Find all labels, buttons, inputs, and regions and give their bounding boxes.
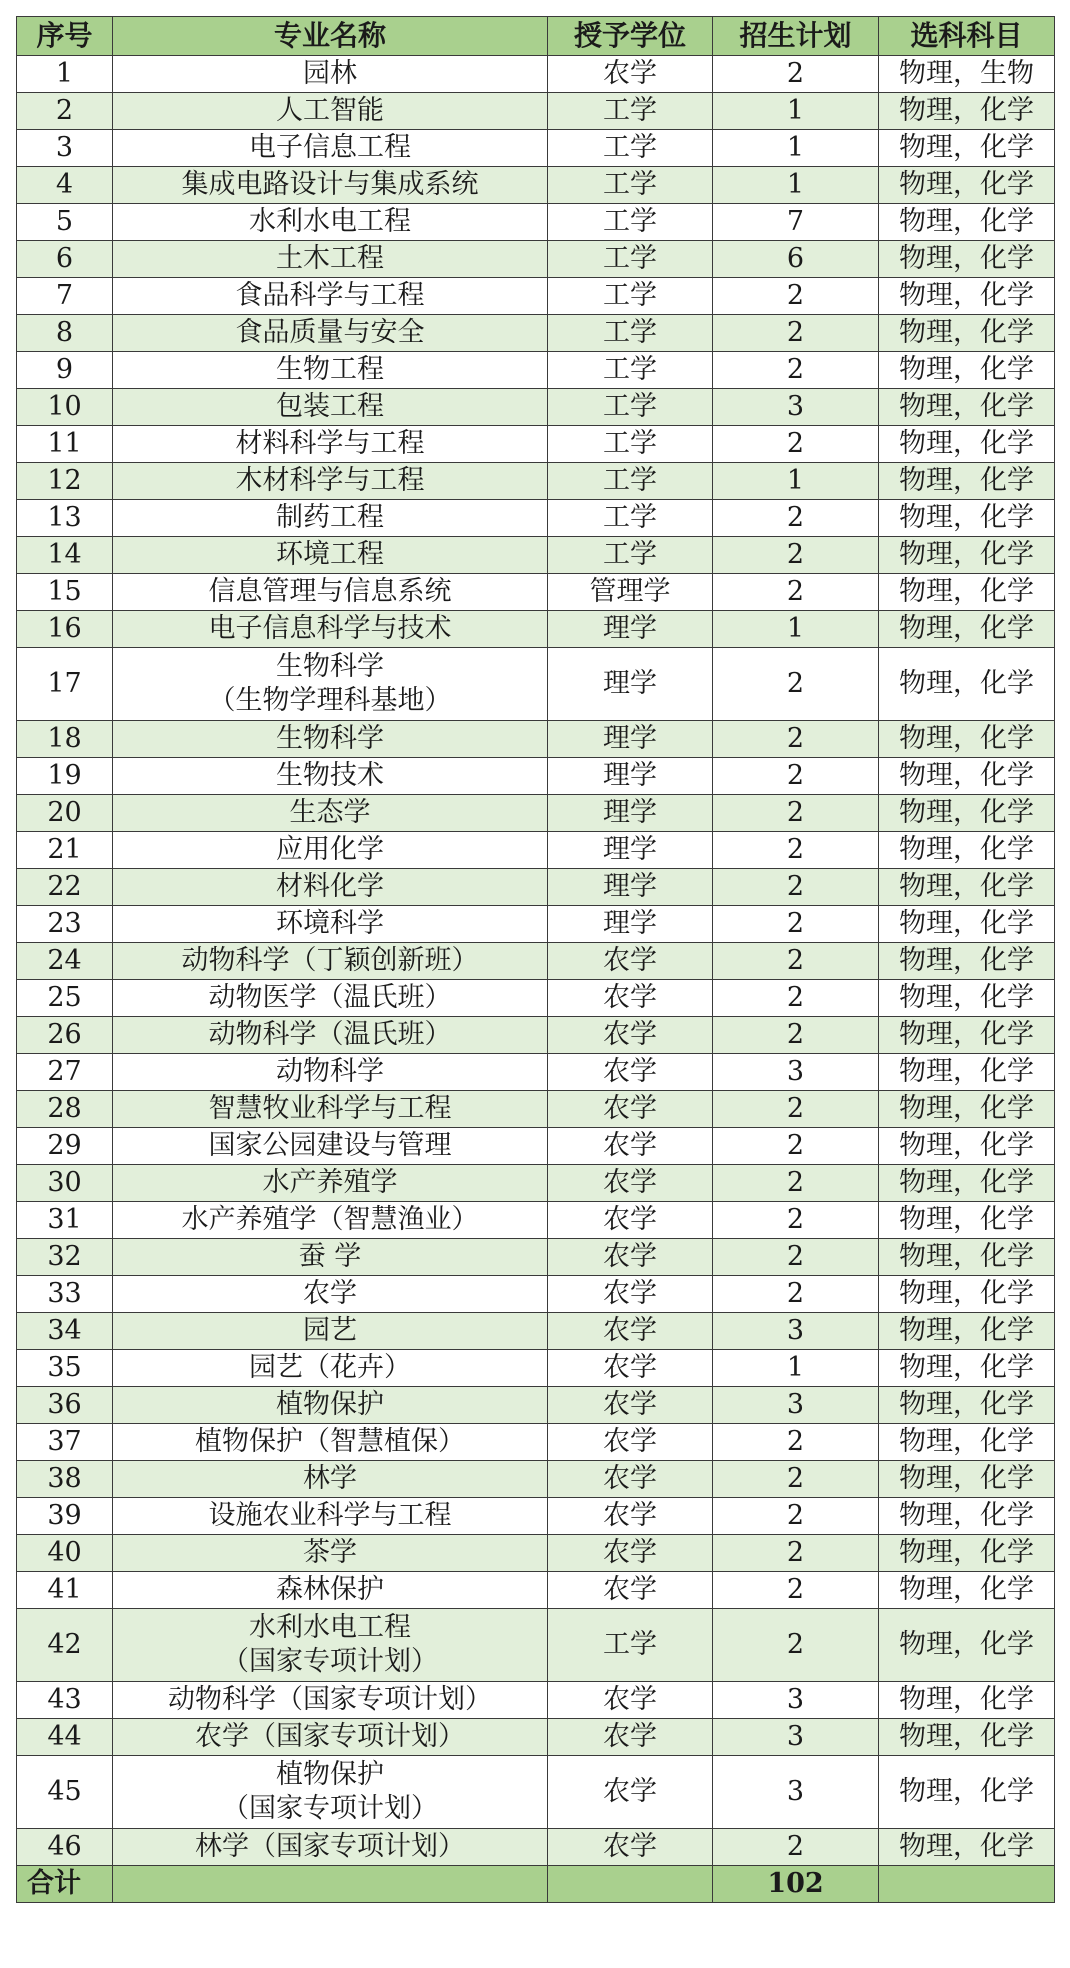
major-name: 茶学 [113, 1535, 548, 1572]
elective-subjects: 物理，化学 [879, 648, 1055, 721]
enrollment-plan: 2 [713, 721, 879, 758]
table-row [17, 500, 1055, 537]
enrollment-plan: 2 [713, 906, 879, 943]
degree: 工学 [548, 315, 713, 352]
row-index: 20 [17, 795, 113, 832]
degree: 工学 [548, 537, 713, 574]
major-name: 植物保护（智慧植保） [113, 1424, 548, 1461]
elective-subjects: 物理，化学 [879, 1313, 1055, 1350]
major-name: 园林 [113, 56, 548, 93]
elective-subjects: 物理，化学 [879, 980, 1055, 1017]
row-index: 40 [17, 1535, 113, 1572]
enrollment-plan: 2 [713, 537, 879, 574]
total-empty-cell [113, 1866, 548, 1903]
degree: 工学 [548, 241, 713, 278]
enrollment-plan: 2 [713, 943, 879, 980]
degree: 农学 [548, 1239, 713, 1276]
row-index: 19 [17, 758, 113, 795]
elective-subjects: 物理，化学 [879, 1498, 1055, 1535]
enrollment-plan: 2 [713, 1609, 879, 1682]
degree: 农学 [548, 980, 713, 1017]
table-row [17, 795, 1055, 832]
enrollment-plan: 1 [713, 1350, 879, 1387]
row-index: 27 [17, 1054, 113, 1091]
row-index: 13 [17, 500, 113, 537]
degree: 农学 [548, 1424, 713, 1461]
enrollment-plan: 2 [713, 758, 879, 795]
total-empty-cell [879, 1866, 1055, 1903]
row-index: 25 [17, 980, 113, 1017]
row-index: 6 [17, 241, 113, 278]
elective-subjects: 物理，化学 [879, 352, 1055, 389]
enrollment-plan: 3 [713, 1682, 879, 1719]
major-name-line2: （生物学理科基地） [208, 685, 452, 716]
major-name-line1: 生物科学 [276, 651, 384, 682]
enrollment-plan: 1 [713, 463, 879, 500]
major-name: 水产养殖学 [113, 1165, 548, 1202]
enrollment-plan: 2 [713, 648, 879, 721]
enrollment-plan: 2 [713, 1498, 879, 1535]
enrollment-plan: 2 [713, 832, 879, 869]
degree: 工学 [548, 1609, 713, 1682]
degree: 农学 [548, 1091, 713, 1128]
table-row [17, 648, 1055, 721]
major-name: 农学（国家专项计划） [113, 1719, 548, 1756]
elective-subjects: 物理，化学 [879, 426, 1055, 463]
row-index: 45 [17, 1756, 113, 1829]
elective-subjects: 物理，化学 [879, 1276, 1055, 1313]
major-name: 森林保护 [113, 1572, 548, 1609]
row-index: 39 [17, 1498, 113, 1535]
degree: 农学 [548, 1276, 713, 1313]
header-index: 序号 [17, 17, 113, 56]
elective-subjects: 物理，生物 [879, 56, 1055, 93]
major-name-line1: 水利水电工程 [249, 1612, 411, 1643]
major-name: 动物科学（丁颖创新班） [113, 943, 548, 980]
degree: 农学 [548, 1202, 713, 1239]
table-row [17, 906, 1055, 943]
major-name: 人工智能 [113, 93, 548, 130]
table-row [17, 167, 1055, 204]
table-row [17, 1609, 1055, 1682]
table-row [17, 1535, 1055, 1572]
degree: 工学 [548, 463, 713, 500]
table-row [17, 1719, 1055, 1756]
major-name: 国家公园建设与管理 [113, 1128, 548, 1165]
degree: 理学 [548, 648, 713, 721]
row-index: 33 [17, 1276, 113, 1313]
enrollment-plan: 2 [713, 574, 879, 611]
table-row [17, 1165, 1055, 1202]
elective-subjects: 物理，化学 [879, 537, 1055, 574]
table-row [17, 1498, 1055, 1535]
elective-subjects: 物理，化学 [879, 943, 1055, 980]
major-name: 土木工程 [113, 241, 548, 278]
table-row [17, 241, 1055, 278]
elective-subjects: 物理，化学 [879, 1350, 1055, 1387]
elective-subjects: 物理，化学 [879, 1128, 1055, 1165]
header-major-name: 专业名称 [113, 17, 548, 56]
enrollment-plan: 2 [713, 1239, 879, 1276]
elective-subjects: 物理，化学 [879, 1535, 1055, 1572]
major-name-line1: 植物保护 [276, 1759, 384, 1790]
table-row [17, 426, 1055, 463]
major-name: 材料科学与工程 [113, 426, 548, 463]
elective-subjects: 物理，化学 [879, 1054, 1055, 1091]
enrollment-plan: 3 [713, 1387, 879, 1424]
degree: 理学 [548, 611, 713, 648]
elective-subjects: 物理，化学 [879, 130, 1055, 167]
elective-subjects: 物理，化学 [879, 832, 1055, 869]
degree: 农学 [548, 1756, 713, 1829]
table-row [17, 537, 1055, 574]
table-row [17, 1313, 1055, 1350]
elective-subjects: 物理，化学 [879, 758, 1055, 795]
degree: 农学 [548, 1682, 713, 1719]
table-row [17, 574, 1055, 611]
table-row [17, 1572, 1055, 1609]
row-index: 36 [17, 1387, 113, 1424]
table-row [17, 832, 1055, 869]
table-row [17, 1202, 1055, 1239]
major-name: 信息管理与信息系统 [113, 574, 548, 611]
table-row [17, 278, 1055, 315]
elective-subjects: 物理，化学 [879, 463, 1055, 500]
degree: 农学 [548, 1165, 713, 1202]
table-row [17, 204, 1055, 241]
row-index: 34 [17, 1313, 113, 1350]
enrollment-plan: 3 [713, 389, 879, 426]
table-body [17, 56, 1055, 1866]
table-row [17, 721, 1055, 758]
major-name: 设施农业科学与工程 [113, 1498, 548, 1535]
enrollment-plan: 2 [713, 278, 879, 315]
degree: 农学 [548, 1829, 713, 1866]
elective-subjects: 物理，化学 [879, 241, 1055, 278]
degree: 工学 [548, 352, 713, 389]
enrollment-plan: 2 [713, 1461, 879, 1498]
major-name: 智慧牧业科学与工程 [113, 1091, 548, 1128]
degree: 农学 [548, 943, 713, 980]
major-name: 木材科学与工程 [113, 463, 548, 500]
elective-subjects: 物理，化学 [879, 1719, 1055, 1756]
row-index: 22 [17, 869, 113, 906]
enrollment-plan: 2 [713, 1091, 879, 1128]
enrollment-plan: 2 [713, 1165, 879, 1202]
major-name: 食品科学与工程 [113, 278, 548, 315]
major-name: 环境科学 [113, 906, 548, 943]
row-index: 17 [17, 648, 113, 721]
degree: 理学 [548, 758, 713, 795]
enrollment-plan: 1 [713, 611, 879, 648]
major-name: 包装工程 [113, 389, 548, 426]
degree: 工学 [548, 278, 713, 315]
elective-subjects: 物理，化学 [879, 278, 1055, 315]
enrollment-plan: 2 [713, 1276, 879, 1313]
table-header-row [17, 17, 1055, 56]
total-label: 合计 [17, 1866, 113, 1903]
enrollment-plan: 2 [713, 980, 879, 1017]
table-row [17, 980, 1055, 1017]
row-index: 31 [17, 1202, 113, 1239]
row-index: 28 [17, 1091, 113, 1128]
elective-subjects: 物理，化学 [879, 1017, 1055, 1054]
elective-subjects: 物理，化学 [879, 389, 1055, 426]
major-name: 动物医学（温氏班） [113, 980, 548, 1017]
enrollment-plan: 1 [713, 93, 879, 130]
elective-subjects: 物理，化学 [879, 1424, 1055, 1461]
major-name: 动物科学（温氏班） [113, 1017, 548, 1054]
major-name: 林学 [113, 1461, 548, 1498]
table-row [17, 1276, 1055, 1313]
degree: 农学 [548, 1498, 713, 1535]
row-index: 30 [17, 1165, 113, 1202]
enrollment-plan: 2 [713, 1128, 879, 1165]
degree: 理学 [548, 832, 713, 869]
header-subjects: 选科科目 [879, 17, 1055, 56]
table-row [17, 869, 1055, 906]
major-name [113, 648, 548, 721]
row-index: 14 [17, 537, 113, 574]
degree: 理学 [548, 906, 713, 943]
major-name: 动物科学 [113, 1054, 548, 1091]
degree: 理学 [548, 721, 713, 758]
elective-subjects: 物理，化学 [879, 795, 1055, 832]
elective-subjects: 物理，化学 [879, 167, 1055, 204]
table-row [17, 758, 1055, 795]
enrollment-plan: 2 [713, 795, 879, 832]
total-row [17, 1866, 1055, 1903]
elective-subjects: 物理，化学 [879, 869, 1055, 906]
major-name: 园艺（花卉） [113, 1350, 548, 1387]
table-row [17, 1682, 1055, 1719]
row-index: 23 [17, 906, 113, 943]
row-index: 10 [17, 389, 113, 426]
degree: 农学 [548, 1313, 713, 1350]
table-row [17, 56, 1055, 93]
major-name: 应用化学 [113, 832, 548, 869]
row-index: 41 [17, 1572, 113, 1609]
major-name: 环境工程 [113, 537, 548, 574]
enrollment-plan: 2 [713, 869, 879, 906]
table-row [17, 463, 1055, 500]
enrollment-plan: 2 [713, 1202, 879, 1239]
row-index: 11 [17, 426, 113, 463]
row-index: 9 [17, 352, 113, 389]
table-row [17, 1350, 1055, 1387]
enrollment-plan: 1 [713, 130, 879, 167]
table-row [17, 315, 1055, 352]
degree: 理学 [548, 869, 713, 906]
table-row [17, 1239, 1055, 1276]
row-index: 29 [17, 1128, 113, 1165]
major-name: 水利水电工程 [113, 204, 548, 241]
enrollment-plan: 2 [713, 56, 879, 93]
elective-subjects: 物理，化学 [879, 1091, 1055, 1128]
degree: 农学 [548, 1128, 713, 1165]
table-row [17, 611, 1055, 648]
table-row [17, 1461, 1055, 1498]
table-row [17, 1756, 1055, 1829]
enrollment-plan: 2 [713, 426, 879, 463]
table-row [17, 1017, 1055, 1054]
major-name: 蚕 学 [113, 1239, 548, 1276]
elective-subjects: 物理，化学 [879, 1572, 1055, 1609]
enrollment-plan: 6 [713, 241, 879, 278]
table-row [17, 93, 1055, 130]
major-name: 生物科学 [113, 721, 548, 758]
enrollment-plan: 2 [713, 1829, 879, 1866]
row-index: 18 [17, 721, 113, 758]
degree: 农学 [548, 1387, 713, 1424]
header-degree: 授予学位 [548, 17, 713, 56]
degree: 农学 [548, 1572, 713, 1609]
degree: 工学 [548, 130, 713, 167]
elective-subjects: 物理，化学 [879, 1609, 1055, 1682]
elective-subjects: 物理，化学 [879, 1239, 1055, 1276]
row-index: 46 [17, 1829, 113, 1866]
table-row [17, 1387, 1055, 1424]
major-name: 电子信息科学与技术 [113, 611, 548, 648]
row-index: 8 [17, 315, 113, 352]
table-row [17, 1128, 1055, 1165]
enrollment-plan: 2 [713, 315, 879, 352]
major-name-line2: （国家专项计划） [222, 1793, 438, 1824]
enrollment-table-container [16, 16, 1055, 1903]
degree: 工学 [548, 389, 713, 426]
major-name: 食品质量与安全 [113, 315, 548, 352]
row-index: 32 [17, 1239, 113, 1276]
table-row [17, 352, 1055, 389]
major-name [113, 1756, 548, 1829]
degree: 工学 [548, 426, 713, 463]
elective-subjects: 物理，化学 [879, 574, 1055, 611]
degree: 农学 [548, 1350, 713, 1387]
enrollment-plan: 2 [713, 1017, 879, 1054]
degree: 农学 [548, 1719, 713, 1756]
major-name: 植物保护 [113, 1387, 548, 1424]
row-index: 5 [17, 204, 113, 241]
enrollment-plan: 2 [713, 500, 879, 537]
enrollment-plan: 7 [713, 204, 879, 241]
total-plan: 102 [713, 1866, 879, 1903]
row-index: 7 [17, 278, 113, 315]
row-index: 43 [17, 1682, 113, 1719]
major-name: 电子信息工程 [113, 130, 548, 167]
enrollment-plan: 2 [713, 1572, 879, 1609]
degree: 农学 [548, 56, 713, 93]
elective-subjects: 物理，化学 [879, 1202, 1055, 1239]
total-empty-cell [548, 1866, 713, 1903]
table-row [17, 389, 1055, 426]
enrollment-table [16, 16, 1055, 1903]
major-name: 集成电路设计与集成系统 [113, 167, 548, 204]
table-row [17, 1829, 1055, 1866]
row-index: 44 [17, 1719, 113, 1756]
row-index: 38 [17, 1461, 113, 1498]
major-name: 生态学 [113, 795, 548, 832]
table-row [17, 1091, 1055, 1128]
row-index: 26 [17, 1017, 113, 1054]
major-name: 林学（国家专项计划） [113, 1829, 548, 1866]
table-row [17, 1424, 1055, 1461]
major-name: 园艺 [113, 1313, 548, 1350]
header-enrollment-plan: 招生计划 [713, 17, 879, 56]
enrollment-plan: 3 [713, 1719, 879, 1756]
enrollment-plan: 2 [713, 1535, 879, 1572]
enrollment-plan: 3 [713, 1054, 879, 1091]
table-row [17, 1054, 1055, 1091]
elective-subjects: 物理，化学 [879, 1829, 1055, 1866]
elective-subjects: 物理，化学 [879, 204, 1055, 241]
major-name: 制药工程 [113, 500, 548, 537]
elective-subjects: 物理，化学 [879, 315, 1055, 352]
degree: 农学 [548, 1054, 713, 1091]
elective-subjects: 物理，化学 [879, 1387, 1055, 1424]
table-row [17, 943, 1055, 980]
row-index: 37 [17, 1424, 113, 1461]
enrollment-plan: 3 [713, 1313, 879, 1350]
row-index: 24 [17, 943, 113, 980]
degree: 农学 [548, 1461, 713, 1498]
row-index: 3 [17, 130, 113, 167]
major-name: 生物工程 [113, 352, 548, 389]
row-index: 4 [17, 167, 113, 204]
row-index: 42 [17, 1609, 113, 1682]
row-index: 35 [17, 1350, 113, 1387]
elective-subjects: 物理，化学 [879, 500, 1055, 537]
degree: 管理学 [548, 574, 713, 611]
degree: 农学 [548, 1535, 713, 1572]
elective-subjects: 物理，化学 [879, 906, 1055, 943]
degree: 工学 [548, 204, 713, 241]
major-name: 材料化学 [113, 869, 548, 906]
enrollment-plan: 1 [713, 167, 879, 204]
row-index: 2 [17, 93, 113, 130]
major-name: 生物技术 [113, 758, 548, 795]
elective-subjects: 物理，化学 [879, 1682, 1055, 1719]
degree: 工学 [548, 167, 713, 204]
major-name [113, 1609, 548, 1682]
major-name: 水产养殖学（智慧渔业） [113, 1202, 548, 1239]
row-index: 15 [17, 574, 113, 611]
elective-subjects: 物理，化学 [879, 611, 1055, 648]
degree: 工学 [548, 93, 713, 130]
degree: 农学 [548, 1017, 713, 1054]
row-index: 12 [17, 463, 113, 500]
row-index: 1 [17, 56, 113, 93]
enrollment-plan: 2 [713, 352, 879, 389]
major-name: 农学 [113, 1276, 548, 1313]
major-name: 动物科学（国家专项计划） [113, 1682, 548, 1719]
elective-subjects: 物理，化学 [879, 1756, 1055, 1829]
row-index: 16 [17, 611, 113, 648]
elective-subjects: 物理，化学 [879, 93, 1055, 130]
elective-subjects: 物理，化学 [879, 721, 1055, 758]
elective-subjects: 物理，化学 [879, 1165, 1055, 1202]
table-row [17, 130, 1055, 167]
enrollment-plan: 2 [713, 1424, 879, 1461]
enrollment-plan: 3 [713, 1756, 879, 1829]
elective-subjects: 物理，化学 [879, 1461, 1055, 1498]
degree: 工学 [548, 500, 713, 537]
row-index: 21 [17, 832, 113, 869]
degree: 理学 [548, 795, 713, 832]
major-name-line2: （国家专项计划） [222, 1646, 438, 1677]
